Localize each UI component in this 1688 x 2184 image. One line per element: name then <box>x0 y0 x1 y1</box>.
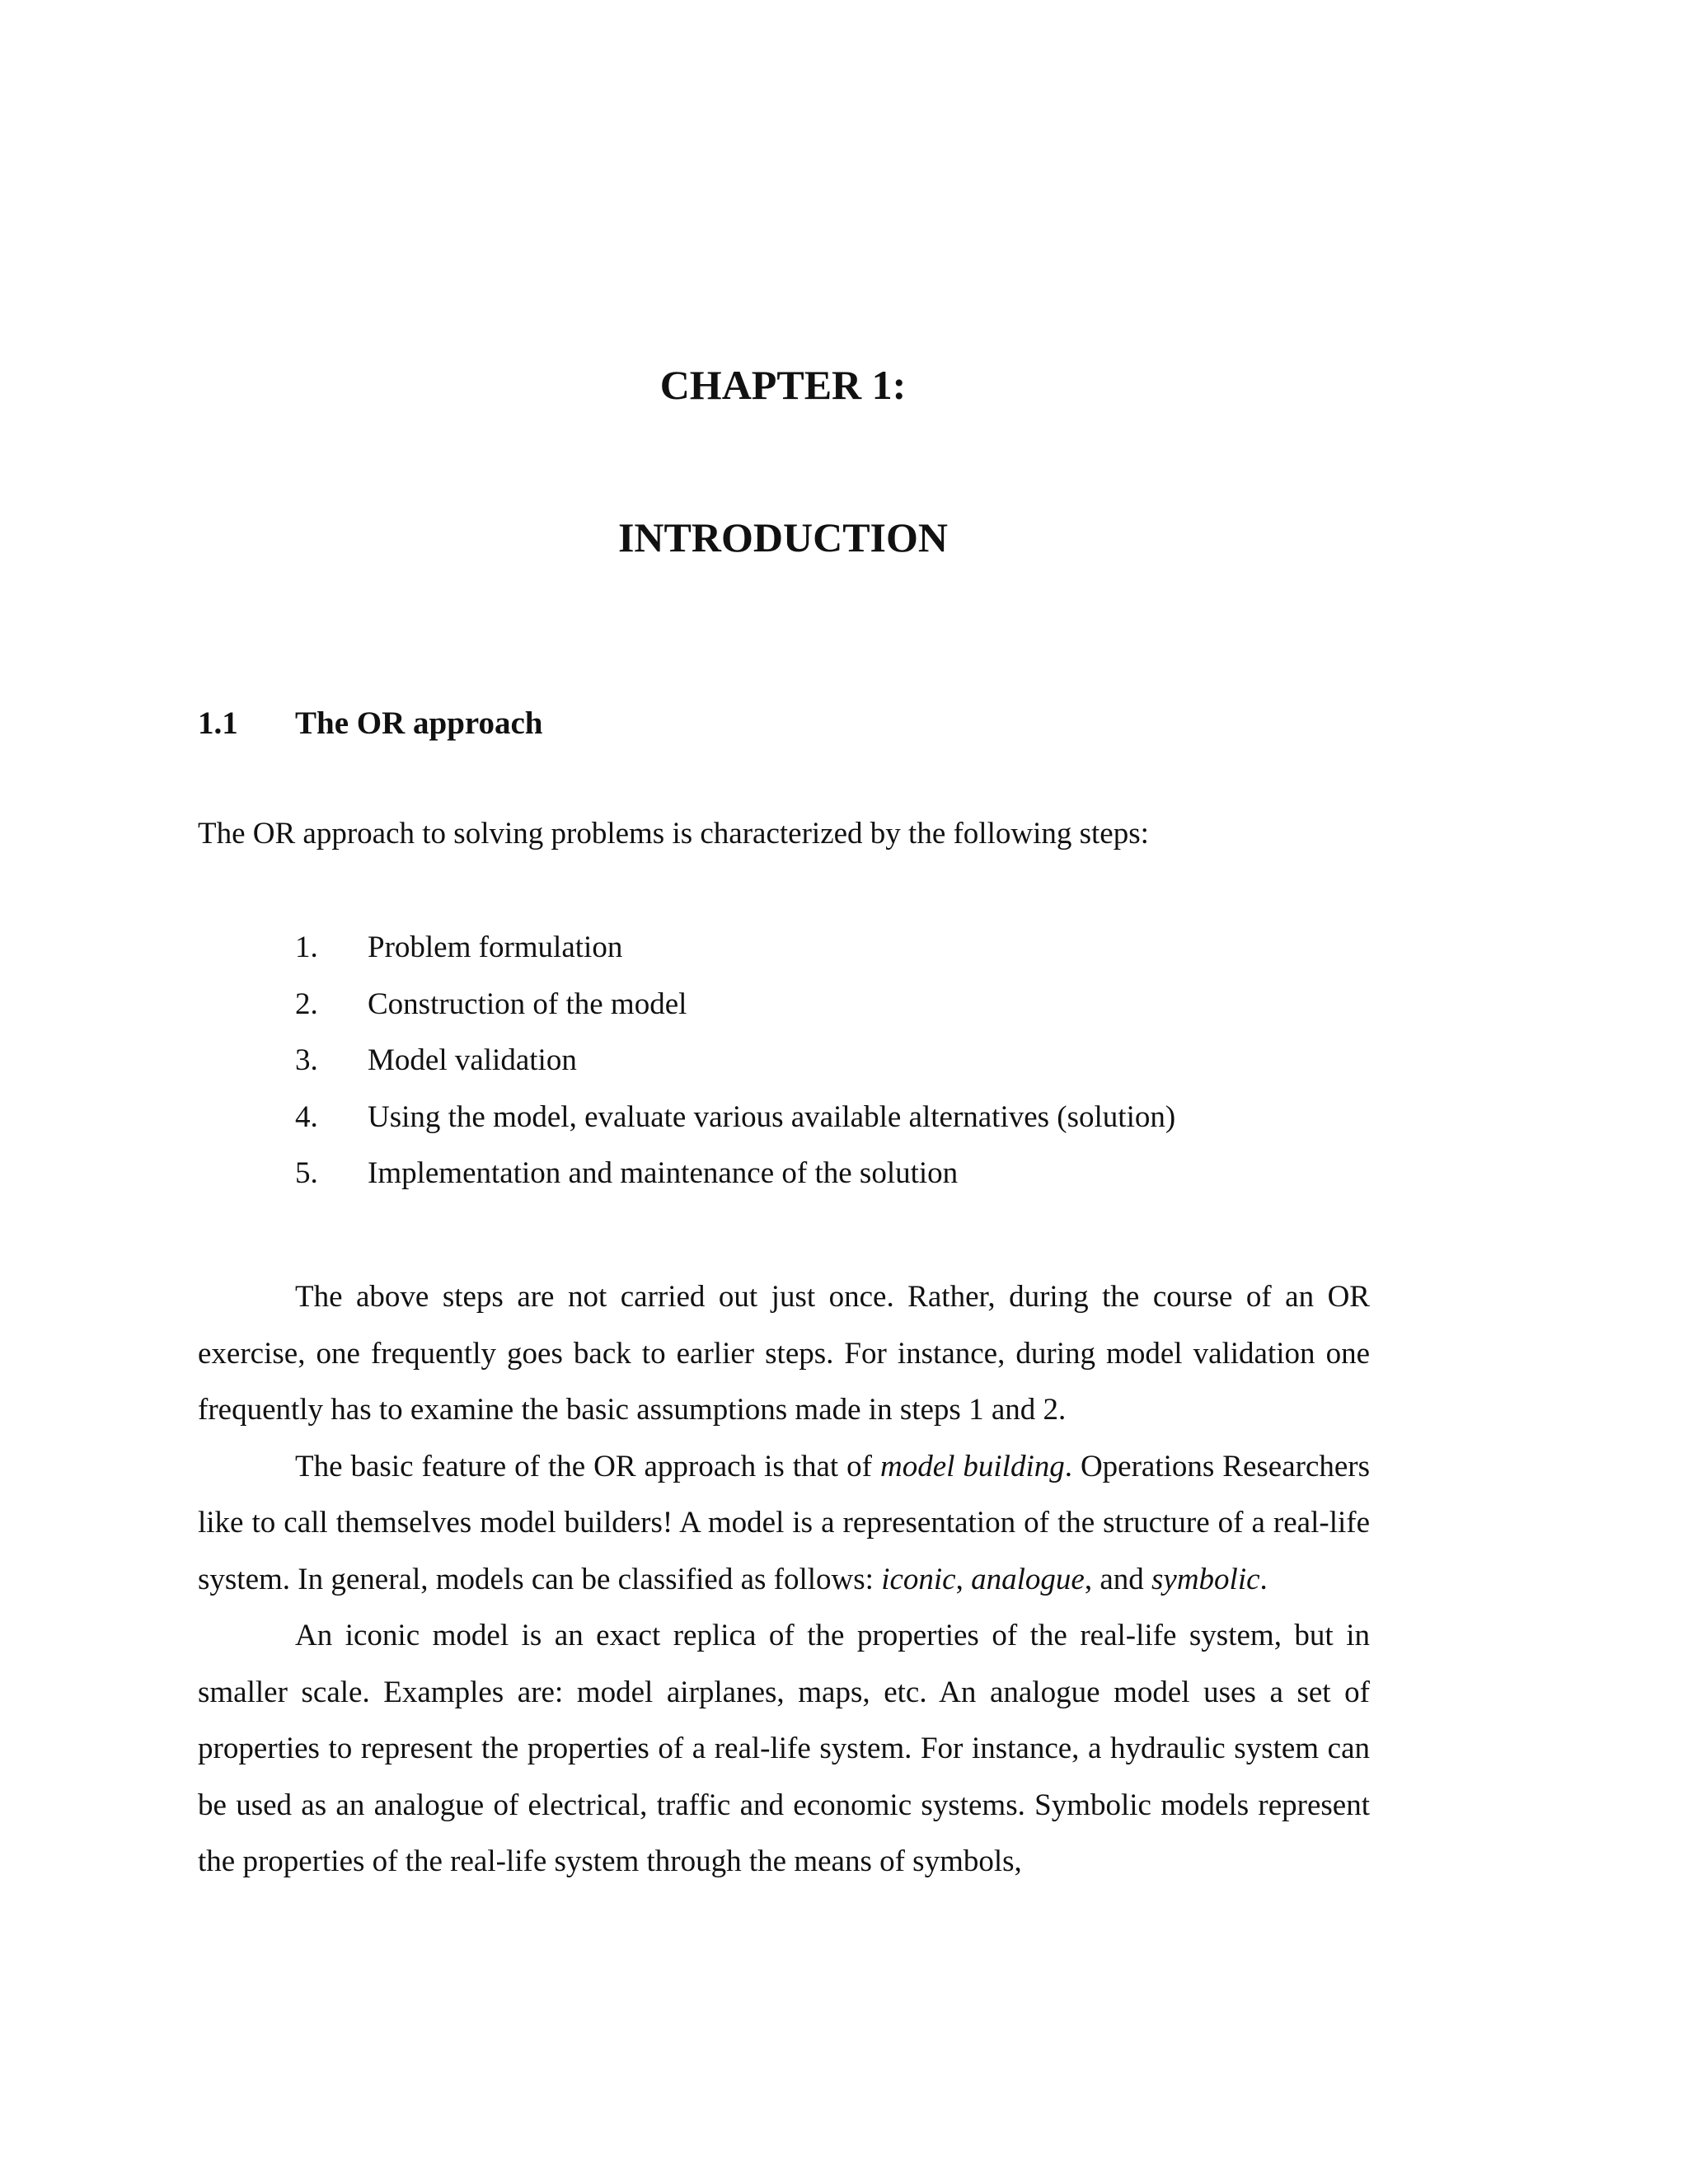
body-text <box>198 1269 1370 1891</box>
paragraph: An iconic model is an exact replica of the properties of the real-life system, but in smaller scale. Examples are: model airplanes, maps, etc. An analogue model uses a set of properties to represent the properties of a real-life system. For instance, a hydraulic system can be used as an analogue of electrical, traffic and economic systems. Symbolic models represent the properties of the real-life system through the means of symbols, <box>198 1619 1370 1878</box>
section-number: 1.1 <box>198 705 238 741</box>
step-number: 4. <box>295 1099 318 1134</box>
section-title: The OR approach <box>295 705 543 741</box>
step-item <box>295 1155 1175 1212</box>
step-item <box>295 987 1175 1043</box>
step-text: Construction of the model <box>368 987 687 1021</box>
step-number: 1. <box>295 930 318 964</box>
step-item <box>295 1099 1175 1156</box>
steps-list <box>295 930 1175 1212</box>
intro-sentence: The OR approach to solving problems is characterized by the following steps: <box>198 817 1149 851</box>
step-item <box>295 1043 1175 1099</box>
step-text: Problem formulation <box>368 930 623 964</box>
emphasis: iconic <box>881 1562 956 1596</box>
section-heading <box>198 705 543 743</box>
emphasis: symbolic <box>1151 1562 1260 1596</box>
text-run: . <box>1259 1562 1268 1596</box>
text-run: The basic feature of the OR approach is that of <box>295 1449 880 1483</box>
chapter-subtitle: INTRODUCTION <box>617 514 949 560</box>
text-run: , and <box>1084 1562 1151 1596</box>
step-item <box>295 930 1175 987</box>
step-text: Implementation and maintenance of the solution <box>368 1156 959 1190</box>
chapter-title: CHAPTER 1: <box>659 362 907 408</box>
paragraph <box>198 1439 1370 1609</box>
step-text: Model validation <box>368 1043 577 1077</box>
emphasis: analogue <box>971 1562 1085 1596</box>
text-run: , <box>955 1562 972 1596</box>
step-number: 3. <box>295 1043 318 1077</box>
paragraph: The above steps are not carried out just once. Rather, during the course of an OR exercise, one frequently goes back to earlier steps. For instance, during model validation one frequently has to examine the basic assumptions made in steps 1 and 2. <box>198 1280 1370 1427</box>
text-run: . Operations Researchers like to call themselves model builders! A model is a representation of the structure of a real-life system. In general, models can be classified as follows: <box>198 1449 1371 1596</box>
step-number: 2. <box>295 987 318 1021</box>
step-number: 5. <box>295 1156 318 1190</box>
step-text: Using the model, evaluate various available alternatives (solution) <box>368 1099 1176 1134</box>
emphasis: model building <box>879 1449 1065 1483</box>
